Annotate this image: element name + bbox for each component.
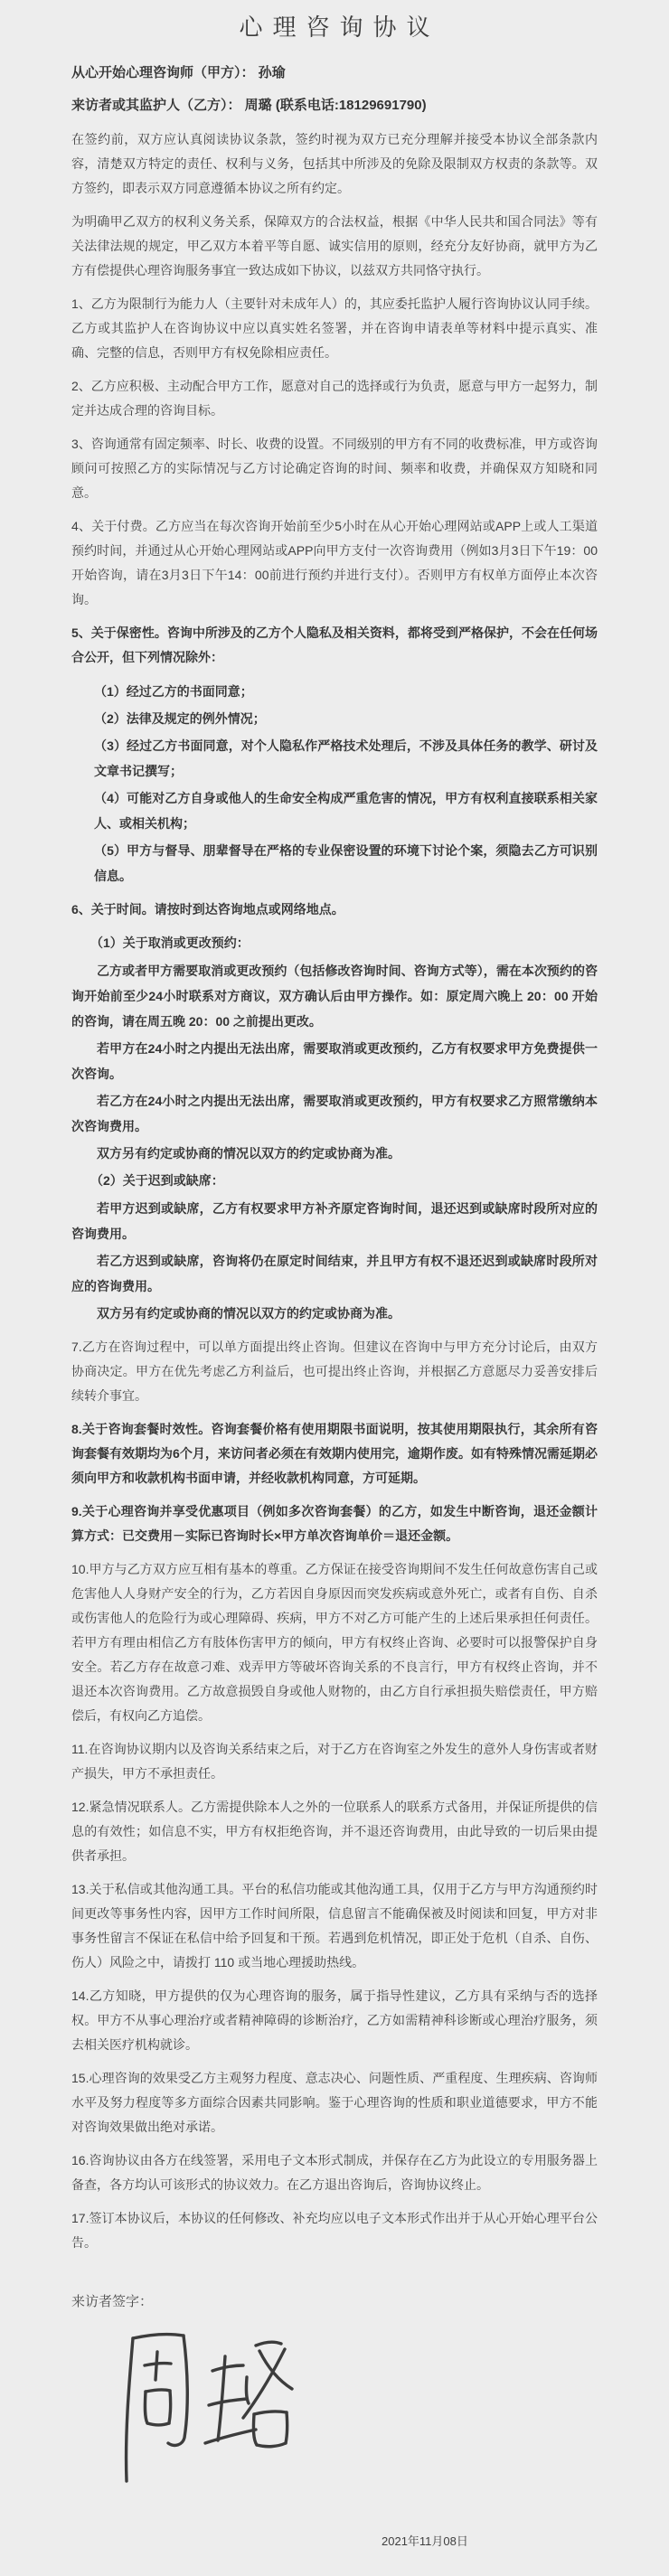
clause-paragraph: （2）法律及规定的例外情况； bbox=[94, 711, 266, 726]
clause-paragraph: 为明确甲乙双方的权利义务关系，保障双方的合法权益，根据《中华人民共和国合同法》等有关法律法规的规定，甲乙双方本着平等自愿、诚实信用的原则，经充分友好协商，就甲方为乙方有偿提供心理咨询服务事宜一致达成如下协议，以兹双方共同恪守执行。 bbox=[71, 214, 598, 277]
clause-paragraph: 2、乙方应积极、主动配合甲方工作，愿意对自己的选择或行为负责，愿意与甲方一起努力，制定并达成合理的咨询目标。 bbox=[71, 379, 598, 418]
clause-paragraph: 双方另有约定或协商的情况以双方的约定或协商为准。 bbox=[97, 1146, 400, 1161]
clause-paragraph: 若甲方迟到或缺席，乙方有权要求甲方补齐原定咨询时间，退还迟到或缺席时段所对应的咨询费用。 bbox=[71, 1201, 598, 1241]
clause-paragraph: 若乙方迟到或缺席，咨询将仍在原定时间结束，并且甲方有权不退还迟到或缺席时段所对应的咨询费用。 bbox=[71, 1254, 598, 1293]
clause-paragraph: （2）关于迟到或缺席： bbox=[90, 1173, 224, 1188]
clause-paragraph: （4）可能对乙方自身或他人的生命安全构成严重危害的情况，甲方有权利直接联系相关家人、或相关机构； bbox=[94, 791, 598, 831]
clause-paragraph: 10.甲方与乙方双方应互相有基本的尊重。乙方保证在接受咨询期间不发生任何故意伤害自己或危害他人人身财产安全的行为，乙方若因自身原因而突发疾病或意外死亡，或者有自伤、自杀或伤害他人的危险行为或心理障碍、疾病，甲方不对乙方可能产生的上述后果承担任何责任。若甲方有理由相信乙方有肢体伤害甲方的倾向，甲方有权终止咨询、必要时可以报警保护自身安全。若乙方存在故意刁难、戏弄甲方等破坏咨询关系的不良言行，甲方有权终止咨询，并不退还本次咨询费用。乙方故意损毁自身或他人财物的，由乙方自行承担损失赔偿责任，甲方赔偿后，有权向乙方追偿。 bbox=[71, 1562, 598, 1723]
clause-paragraph: （5）甲方与督导、朋辈督导在严格的专业保密设置的环境下讨论个案，须隐去乙方可识别信息。 bbox=[94, 843, 598, 883]
clause-paragraph: 15.心理咨询的效果受乙方主观努力程度、意志决心、问题性质、严重程度、生理疾病、咨询师水平及努力程度等多方面综合因素共同影响。鉴于心理咨询的性质和职业道德要求，甲方不能对咨询效果做出绝对承诺。 bbox=[71, 2071, 598, 2134]
clause-paragraph: 16.咨询协议由各方在线签署，采用电子文本形式制成，并保存在乙方为此设立的专用服务器上备查，各方均认可该形式的协议效力。在乙方退出咨询后，咨询协议终止。 bbox=[71, 2153, 598, 2192]
clause-paragraph: （1）关于取消或更改预约： bbox=[90, 935, 250, 950]
clause-paragraph: 17.签订本协议后，本协议的任何修改、补充均应以电子文本形式作出并于从心开始心理平台公告。 bbox=[71, 2211, 598, 2250]
clause-paragraph: 13.关于私信或其他沟通工具。平台的私信功能或其他沟通工具，仅用于乙方与甲方沟通预约时间更改等事务性内容，因甲方工作时间所限，信息留言不能确保被及时阅读和回复，甲方对非事务性留言不保证在私信中给予回复和干预。若遇到危机情况，即正处于危机（自杀、自伤、伤人）风险之中，请拨打 110 或当地心理援助热线。 bbox=[71, 1882, 598, 1970]
signature-handwriting bbox=[111, 2326, 301, 2506]
clause-paragraph: 若甲方在24小时之内提出无法出席，需要取消或更改预约，乙方有权要求甲方免费提供一次咨询。 bbox=[71, 1041, 598, 1081]
clause-paragraph: （3）经过乙方书面同意，对个人隐私作严格技术处理后，不涉及具体任务的教学、研讨及文章书记撰写； bbox=[94, 738, 598, 778]
signature-label: 来访者签字： bbox=[71, 2294, 154, 2309]
clause-paragraph: 1、乙方为限制行为能力人（主要针对未成年人）的，其应委托监护人履行咨询协议认同手续。乙方或其监护人在咨询协议中应以真实姓名签署，并在咨询申请表单等材料中提示真实、准确、完整的信息，否则甲方有权免除相应责任。 bbox=[71, 296, 598, 360]
clause-paragraph: 4、关于付费。乙方应当在每次咨询开始前至少5小时在从心开始心理网站或APP上或人工渠道预约时间，并通过从心开始心理网站或APP向甲方支付一次咨询费用（例如3月3日下午19：00开始咨询，请在3月3日下午14：00前进行预约并进行支付）。否则甲方有权单方面停止本次咨询。 bbox=[71, 519, 598, 606]
clause-paragraph: 9.关于心理咨询并享受优惠项目（例如多次咨询套餐）的乙方，如发生中断咨询，退还金额计算方式：已交费用－实际已咨询时长×甲方单次咨询单价＝退还金额。 bbox=[71, 1504, 598, 1543]
clause-paragraph: 若乙方在24小时之内提出无法出席，需要取消或更改预约，甲方有权要求乙方照常缴纳本次咨询费用。 bbox=[71, 1094, 598, 1133]
document-date: 2021年11月08日 bbox=[382, 2534, 468, 2548]
clause-paragraph: 8.关于咨询套餐时效性。咨询套餐价格有使用期限书面说明，按其使用期限执行，其余所有咨询套餐有效期均为6个月，来访问者必须在有效期内使用完，逾期作废。如有特殊情况需延期必须向甲方和收款机构书面申请，并经收款机构同意，方可延期。 bbox=[71, 1422, 598, 1485]
clause-paragraph: 12.紧急情况联系人。乙方需提供除本人之外的一位联系人的联系方式备用，并保证所提供的信息的有效性；如信息不实，甲方有权拒绝咨询，并不退还咨询费用，由此导致的一切后果由提供者承担。 bbox=[71, 1800, 598, 1863]
signature-svg bbox=[111, 2326, 301, 2506]
signature-area bbox=[71, 2291, 598, 2506]
clause-paragraph: 5、关于保密性。咨询中所涉及的乙方个人隐私及相关资料，都将受到严格保护，不会在任何场合公开，但下列情况除外： bbox=[71, 625, 598, 664]
clause-paragraph: 在签约前，双方应认真阅读协议条款，签约时视为双方已充分理解并接受本协议全部条款内容，清楚双方特定的责任、权利与义务，包括其中所涉及的免除及限制双方权责的条款等。双方签约，即表示双方同意遵循本协议之所有约定。 bbox=[71, 132, 598, 195]
clause-paragraph: 14.乙方知晓，甲方提供的仅为心理咨询的服务，属于指导性建议，乙方具有采纳与否的选择权。甲方不从事心理治疗或者精神障碍的诊断治疗，乙方如需精神科诊断或心理治疗服务，须去相关医疗机构就诊。 bbox=[71, 1988, 598, 2052]
party-b-line: 来访者或其监护人（乙方）： 周璐 (联系电话:18129691790) bbox=[71, 98, 427, 113]
clause-paragraph: 11.在咨询协议期内以及咨询关系结束之后，对于乙方在咨询室之外发生的意外人身伤害或者财产损失，甲方不承担责任。 bbox=[71, 1742, 598, 1781]
party-a-line: 从心开始心理咨询师（甲方）： 孙瑜 bbox=[71, 65, 286, 80]
clause-paragraph: 3、咨询通常有固定频率、时长、收费的设置。不同级别的甲方有不同的收费标准，甲方或咨询顾问可按照乙方的实际情况与乙方讨论确定咨询的时间、频率和收费，并确保双方知晓和同意。 bbox=[71, 437, 598, 500]
page-title: 心理咨询协议 bbox=[239, 14, 440, 41]
clause-paragraph: 6、关于时间。请按时到达咨询地点或网络地点。 bbox=[71, 902, 344, 917]
clause-paragraph: 乙方或者甲方需要取消或更改预约（包括修改咨询时间、咨询方式等），需在本次预约的咨询开始前至少24小时联系对方商议，双方确认后由甲方操作。如：原定周六晚上 20：00 开始的咨询，请在周五晚 20：00 之前提出更改。 bbox=[71, 964, 598, 1029]
clauses bbox=[71, 127, 598, 2255]
clause-paragraph: 7.乙方在咨询过程中，可以单方面提出终止咨询。但建议在咨询中与甲方充分讨论后，由双方协商决定。甲方在优先考虑乙方利益后，也可提出终止咨询，并根据乙方意愿尽力妥善安排后续转介事宜。 bbox=[71, 1340, 598, 1403]
clause-paragraph: 双方另有约定或协商的情况以双方的约定或协商为准。 bbox=[97, 1306, 400, 1321]
clause-paragraph: （1）经过乙方的书面同意； bbox=[94, 684, 253, 699]
